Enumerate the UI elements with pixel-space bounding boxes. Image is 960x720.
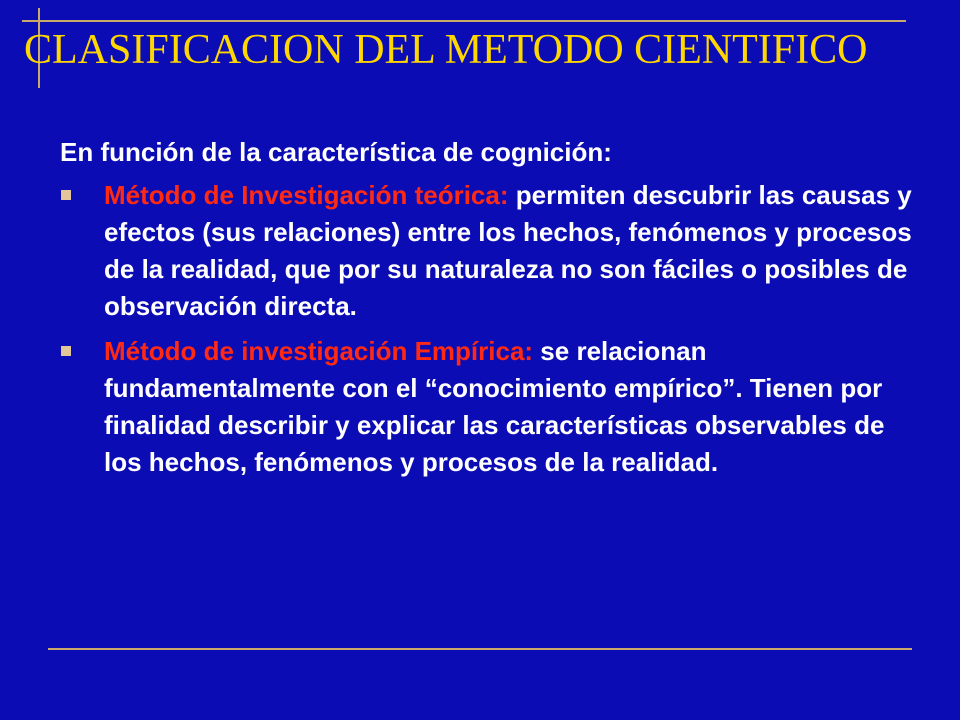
bullet-text: permiten descubrir las causas y efectos (sus relaciones) entre los hechos, fenómenos y procesos de la realidad, que por su naturaleza no son fáciles o posibles de observación directa. [104,180,912,321]
bullet-item-theoretical [60,177,920,325]
slide-title: CLASIFICACION DEL METODO CIENTIFICO [24,27,868,73]
square-bullet-icon [61,190,71,200]
bullet-term: Método de investigación Empírica: [104,336,534,366]
bullet-item-empirical [60,333,920,481]
bottom-rule [48,648,912,650]
top-rule [22,20,906,22]
bullet-text: se relacionan fundamentalmente con el “conocimiento empírico”. Tienen por finalidad describir y explicar las características observables de los hechos, fenómenos y procesos de la realidad. [104,336,885,477]
bullet-list [60,177,920,481]
slide-body [60,134,920,489]
intro-text: En función de la característica de cognición: [60,137,612,167]
bullet-term: Método de Investigación teórica: [104,180,509,210]
square-bullet-icon [61,346,71,356]
